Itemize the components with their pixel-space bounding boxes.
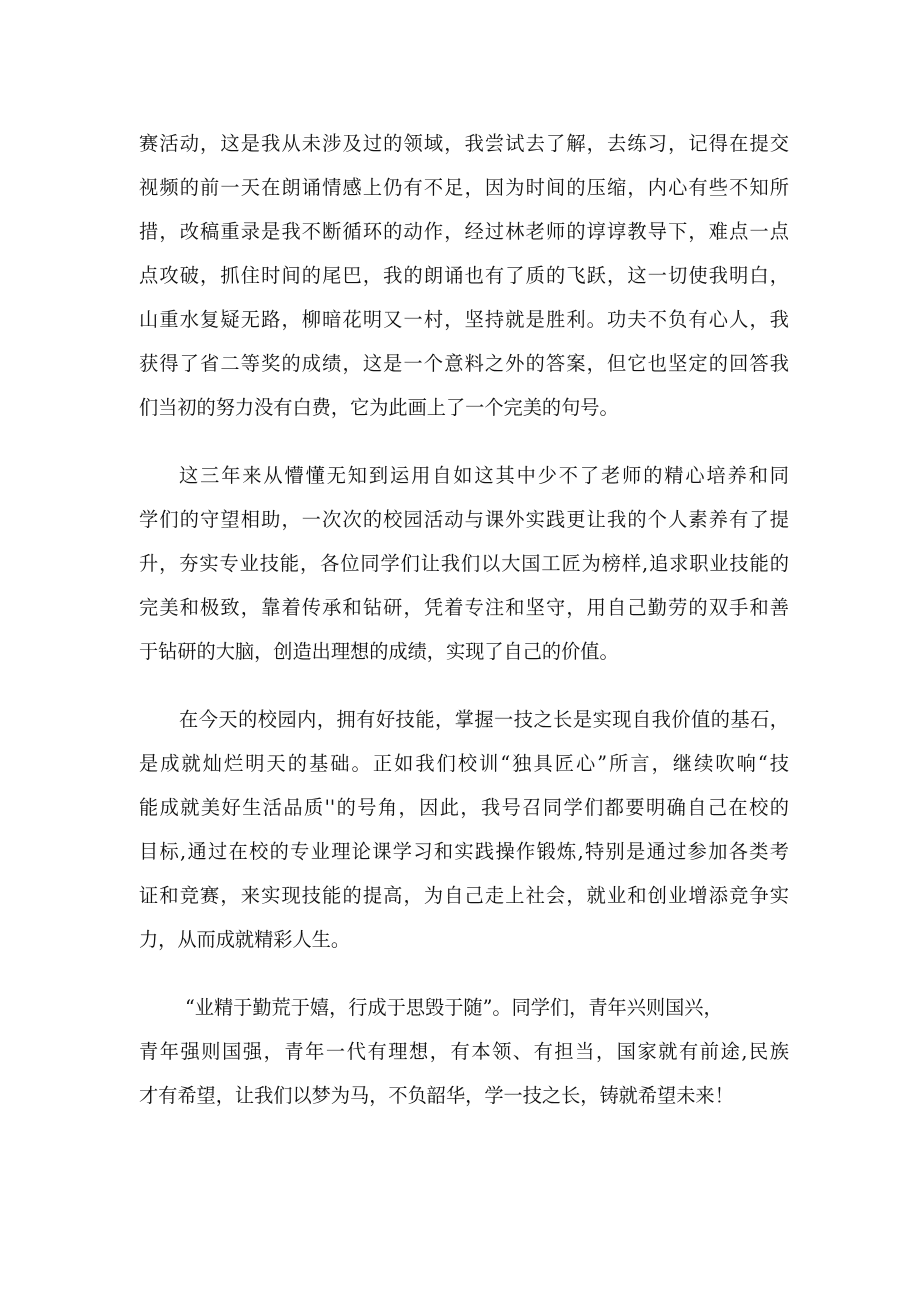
paragraph-line: 才有希望，让我们以梦为马，不负韶华，学一技之长，铸就希望未来！ (139, 1084, 734, 1107)
paragraph-line: 是成就灿烂明天的基础。正如我们校训“独具匠心”所言，继续吹响“技 (139, 752, 789, 775)
paragraph-3 (139, 698, 789, 962)
paragraph-line: 措，改稿重录是我不断循环的动作，经过林老师的谆谆教导下，难点一点 (139, 220, 789, 243)
paragraph-line: 在今天的校园内，拥有好技能，掌握一技之长是实现自我价值的基石， (179, 708, 789, 731)
paragraph-line: 获得了省二等奖的成绩，这是一个意料之外的答案，但它也坚定的回答我 (139, 352, 789, 375)
paragraph-line: 这三年来从懵懂无知到运用自如这其中少不了老师的精心培养和同 (179, 464, 789, 487)
paragraph-4 (139, 986, 789, 1118)
paragraph-line: “业精于勤荒于嬉，行成于思毁于随”。同学们，青年兴则国兴， (185, 996, 723, 1019)
paragraph-line: 完美和极致，靠着传承和钻研，凭着专注和坚守，用自己勤劳的双手和善 (139, 596, 789, 619)
paragraph-line: 证和竞赛，来实现技能的提高，为自己走上社会，就业和创业增添竞争实 (139, 884, 789, 907)
paragraph-line: 升，夯实专业技能，各位同学们让我们以大国工匠为榜样,追求职业技能的 (139, 552, 789, 575)
paragraph-line: 力，从而成就精彩人生。 (139, 928, 351, 951)
paragraph-line: 赛活动，这是我从未涉及过的领域，我尝试去了解，去练习，记得在提交 (139, 132, 789, 155)
paragraph-2 (139, 454, 789, 674)
paragraph-line: 视频的前一天在朗诵情感上仍有不足，因为时间的压缩，内心有些不知所 (139, 176, 789, 199)
paragraph-gap (139, 962, 789, 986)
paragraph-line: 能成就美好生活品质''的号角，因此，我号召同学们都要明确自己在校的 (139, 796, 789, 819)
paragraph-line: 青年强则国强，青年一代有理想，有本领、有担当，国家就有前途,民族 (139, 1040, 789, 1063)
paragraph-line: 于钻研的大脑，创造出理想的成绩，实现了自己的价值。 (139, 640, 619, 663)
document-body (139, 122, 789, 1118)
paragraph-gap (139, 674, 789, 698)
paragraph-line: 点攻破，抓住时间的尾巴，我的朗诵也有了质的飞跃，这一切使我明白， (139, 264, 789, 287)
paragraph-line: 目标,通过在校的专业理论课学习和实践操作锻炼,特别是通过参加各类考 (139, 840, 789, 863)
paragraph-gap (139, 430, 789, 454)
paragraph-line: 学们的守望相助，一次次的校园活动与课外实践更让我的个人素养有了提 (139, 508, 789, 531)
paragraph-line: 山重水复疑无路，柳暗花明又一村，坚持就是胜利。功夫不负有心人，我 (139, 308, 789, 331)
paragraph-1 (139, 122, 789, 430)
paragraph-line: 们当初的努力没有白费，它为此画上了一个完美的句号。 (139, 396, 619, 419)
